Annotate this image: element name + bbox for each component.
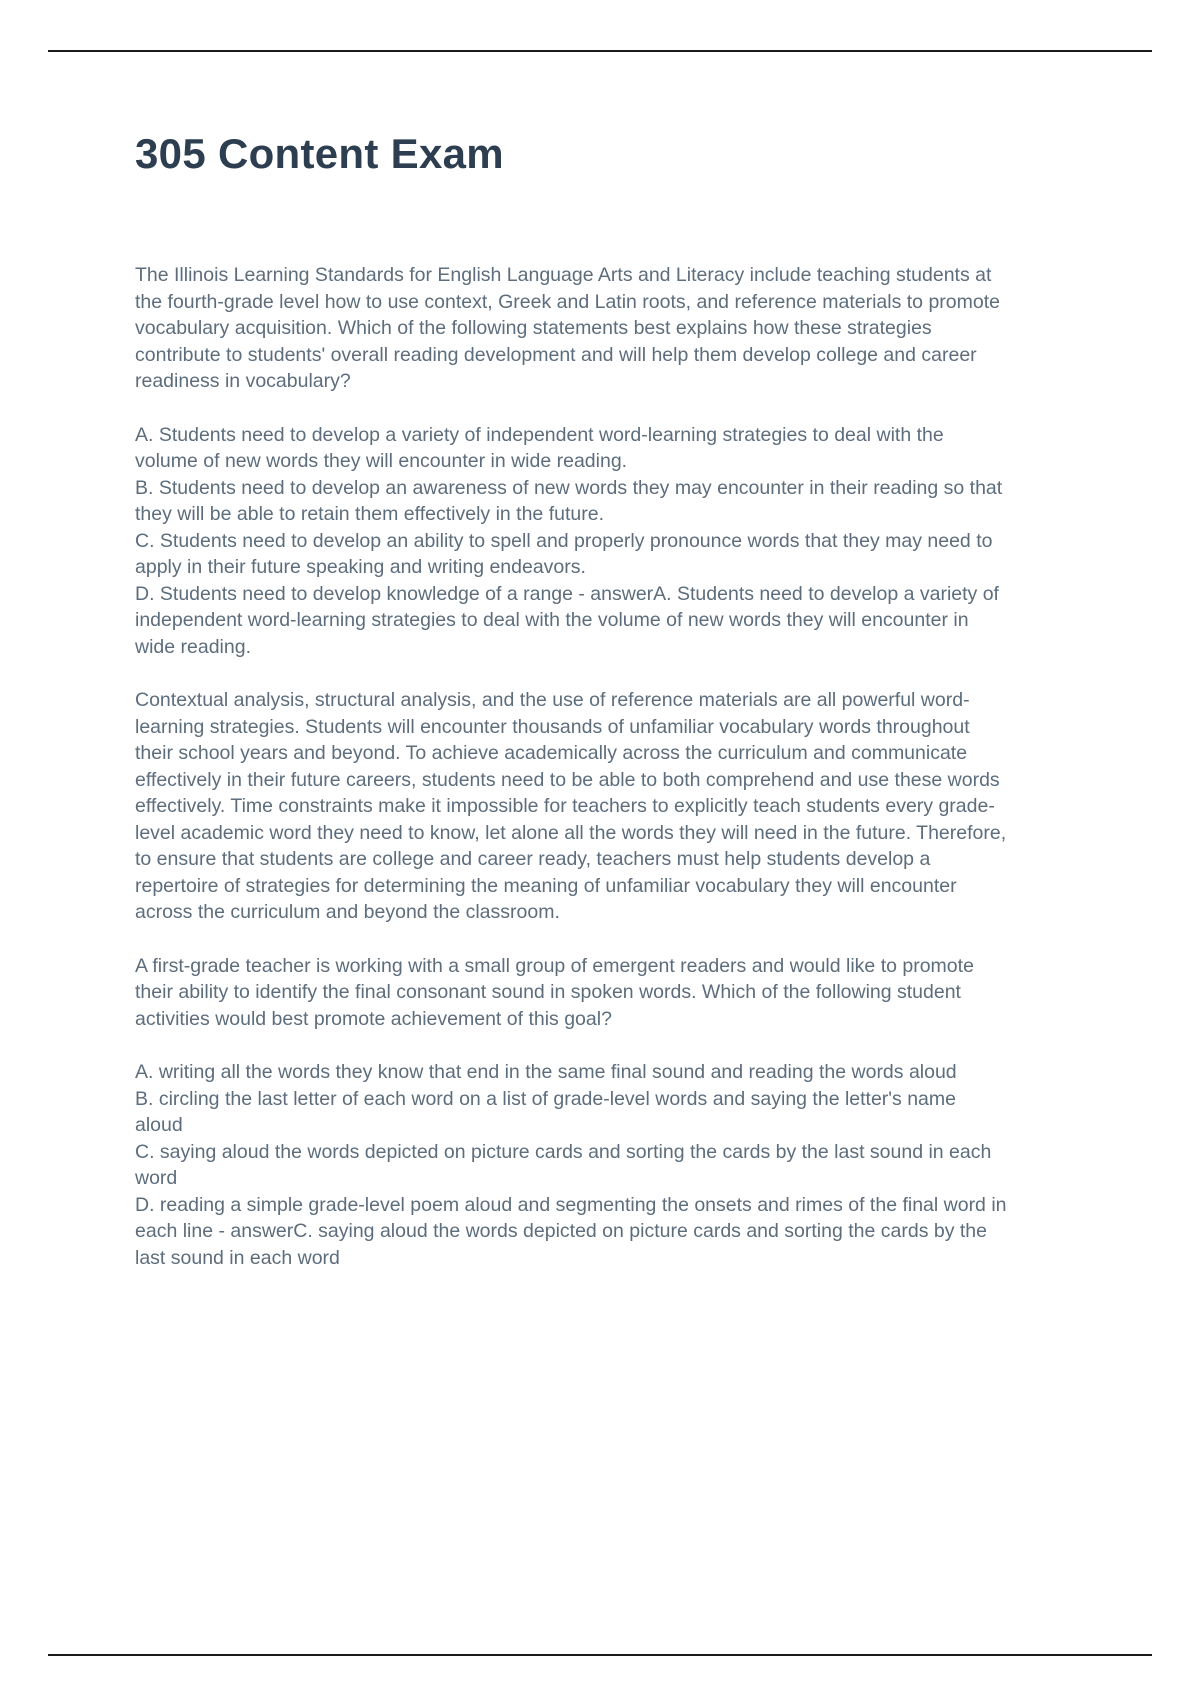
option-line-b: B. Students need to develop an awareness of new words they may encounter in their reading so that they will be able to retain them effectively in the future. [135, 476, 1003, 525]
question-2-paragraph: A first-grade teacher is working with a small group of emergent readers and would like to promote their ability to identify the final consonant sound in spoken words. Which of the following student activities would best promote achievement of this goal? [135, 954, 974, 1030]
option-line-c: C. saying aloud the words depicted on picture cards and sorting the cards by the last sound in each word [135, 1140, 992, 1189]
document-content [135, 0, 1007, 1271]
explanation-paragraph: Contextual analysis, structural analysis, and the use of reference materials are all powerful word-learning strategies. Students will encounter thousands of unfamiliar vocabulary words throughout their school years and beyond. To achieve academically across the curriculum and communicate effectively in their future careers, students need to be able to both comprehend and use these words effectively. Time constraints make it impossible for teachers to explicitly teach students every grade-level academic word they need to know, let alone all the words they will need in the future. Therefore, to ensure that students are college and career ready, teachers must help students develop a repertoire of strategies for determining the meaning of unfamiliar vocabulary they will encounter across the curriculum and beyond the classroom. [135, 689, 1007, 923]
page-title: 305 Content Exam [135, 130, 504, 177]
bottom-rule [48, 1654, 1152, 1656]
answer-options-2 [135, 1059, 1007, 1271]
option-line-b: B. circling the last letter of each word on a list of grade-level words and saying the letter's name aloud [135, 1087, 956, 1136]
option-line-d: D. Students need to develop knowledge of a range - answerA. Students need to develop a variety of independent word-learning strategies to deal with the volume of new words they will encounter in wide reading. [135, 582, 999, 658]
option-line-c: C. Students need to develop an ability to spell and properly pronounce words that they may need to apply in their future speaking and writing endeavors. [135, 529, 993, 578]
option-line-a: A. Students need to develop a variety of independent word-learning strategies to deal with the volume of new words they will encounter in wide reading. [135, 423, 944, 472]
answer-options-1 [135, 422, 1007, 661]
option-line-d: D. reading a simple grade-level poem aloud and segmenting the onsets and rimes of the final word in each line - answerC. saying aloud the words depicted on picture cards and sorting the cards by the last sound in each word [135, 1193, 1007, 1269]
option-line-a: A. writing all the words they know that end in the same final sound and reading the words aloud [135, 1061, 957, 1083]
question-1-paragraph: The Illinois Learning Standards for English Language Arts and Literacy include teaching students at the fourth-grade level how to use context, Greek and Latin roots, and reference materials to promote vocabulary acquisition. Which of the following statements best explains how these strategies contribute to students' overall reading development and will help them develop college and career readiness in vocabulary? [135, 264, 1000, 392]
